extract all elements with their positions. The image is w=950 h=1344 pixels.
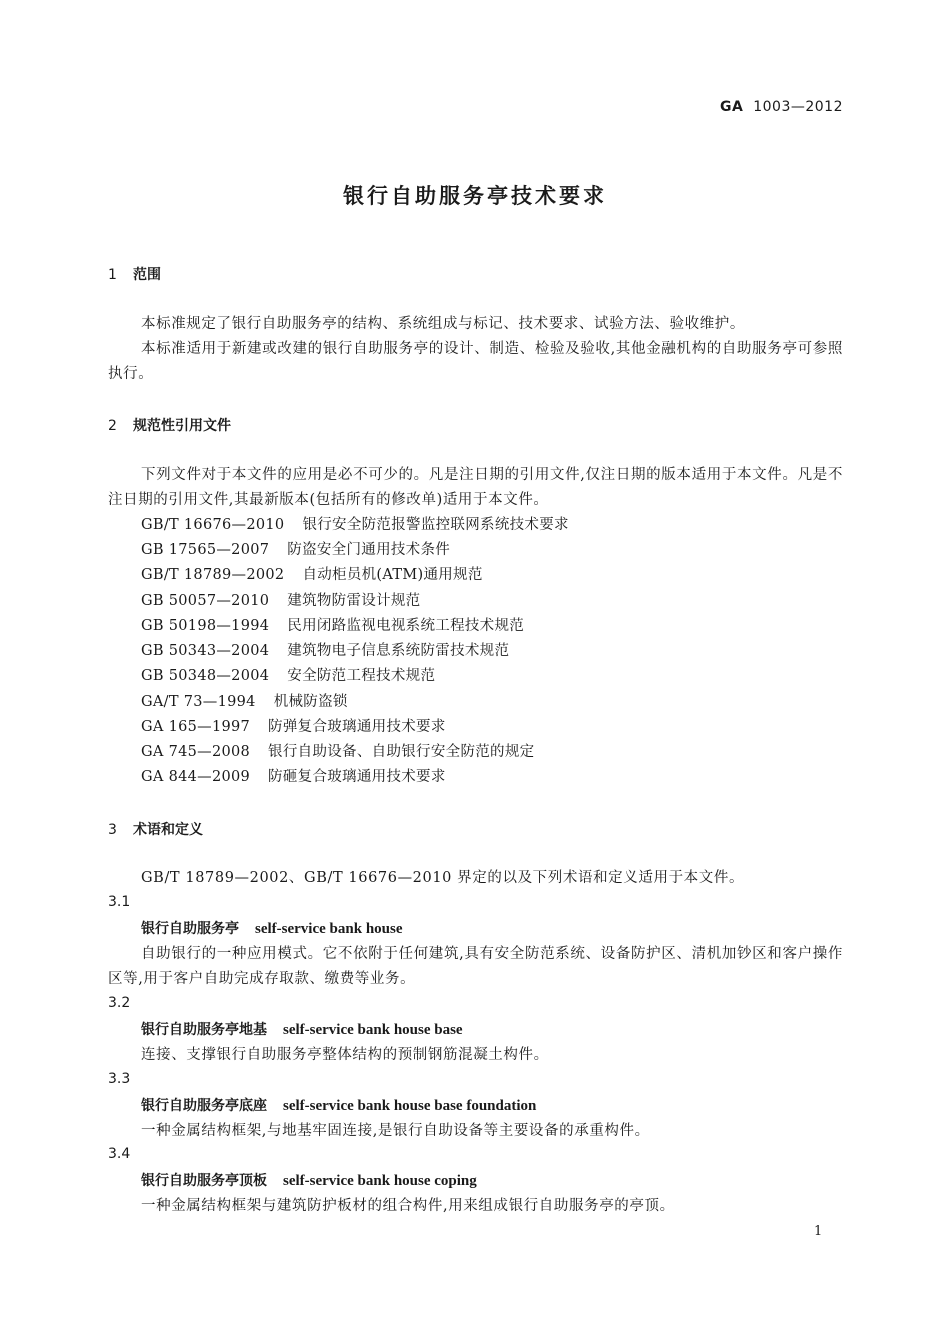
term-heading <box>141 1095 536 1115</box>
reference-name: 机械防盗锁 <box>273 694 348 710</box>
standard-code-prefix: GA <box>720 99 744 115</box>
reference-name: 建筑物防雷设计规范 <box>287 593 421 609</box>
reference-item <box>141 563 483 584</box>
term-definition: 一种金属结构框架与建筑防护板材的组合构件,用来组成银行自助服务亭的亭顶。 <box>141 1198 675 1214</box>
reference-name: 防弹复合玻璃通用技术要求 <box>268 719 446 735</box>
term-number: 3.1 <box>108 894 131 910</box>
reference-name: 防盗安全门通用技术条件 <box>287 542 451 558</box>
reference-code: GB 50198—1994 <box>141 618 270 634</box>
section-2-title: 规范性引用文件 <box>133 418 231 434</box>
term-number: 3.3 <box>108 1071 131 1087</box>
reference-item <box>141 513 569 534</box>
section-3-title: 术语和定义 <box>133 822 203 838</box>
reference-code: GB 50348—2004 <box>141 668 270 684</box>
reference-code: GA 745—2008 <box>141 744 251 760</box>
section-1-paragraph-1: 本标准规定了银行自助服务亭的结构、系统组成与标记、技术要求、试验方法、验收维护。 <box>141 316 745 332</box>
reference-name: 银行自助设备、自助银行安全防范的规定 <box>268 744 535 760</box>
term-definition: 自助银行的一种应用模式。它不依附于任何建筑,具有安全防范系统、设备防护区、清机加钞区和客户操作区等,用于客户自助完成存取款、缴费等业务。 <box>108 946 843 987</box>
section-3-number: 3 <box>108 822 117 838</box>
section-3-heading <box>108 819 203 839</box>
reference-name: 银行安全防范报警监控联网系统技术要求 <box>302 517 569 533</box>
term-heading <box>141 918 403 938</box>
reference-item <box>141 589 420 610</box>
section-1-paragraph-2: 本标准适用于新建或改建的银行自助服务亭的设计、制造、检验及验收,其他金融机构的自助服务亭可参照执行。 <box>108 341 843 382</box>
reference-name: 建筑物电子信息系统防雷技术规范 <box>287 643 510 659</box>
document-title: 银行自助服务亭技术要求 <box>343 184 607 208</box>
standard-code-number: 1003—2012 <box>753 99 843 115</box>
term-heading <box>141 1170 477 1190</box>
reference-code: GB 50057—2010 <box>141 593 270 609</box>
term-english: self-service bank house <box>255 921 403 937</box>
term-number: 3.4 <box>108 1146 131 1162</box>
section-1-number: 1 <box>108 267 117 283</box>
term-english: self-service bank house coping <box>283 1173 477 1189</box>
reference-item <box>141 715 446 736</box>
section-1-heading <box>108 264 161 284</box>
reference-code: GB 50343—2004 <box>141 643 270 659</box>
section-2-intro: 下列文件对于本文件的应用是必不可少的。凡是注日期的引用文件,仅注日期的版本适用于本文件。凡是不注日期的引用文件,其最新版本(包括所有的修改单)适用于本文件。 <box>108 467 843 508</box>
section-2-number: 2 <box>108 418 117 434</box>
term-chinese: 银行自助服务亭 <box>141 921 239 937</box>
section-3-intro: GB/T 18789—2002、GB/T 16676—2010 界定的以及下列术语和定义适用于本文件。 <box>141 870 745 886</box>
term-english: self-service bank house base foundation <box>283 1098 537 1114</box>
reference-code: GB/T 18789—2002 <box>141 567 285 583</box>
reference-name: 民用闭路监视电视系统工程技术规范 <box>287 618 525 634</box>
reference-code: GB 17565—2007 <box>141 542 270 558</box>
term-chinese: 银行自助服务亭地基 <box>141 1022 267 1038</box>
term-heading <box>141 1019 463 1039</box>
reference-code: GA 165—1997 <box>141 719 251 735</box>
reference-code: GB/T 16676—2010 <box>141 517 285 533</box>
section-2-heading <box>108 415 231 435</box>
reference-item <box>141 740 534 761</box>
reference-name: 自动柜员机(ATM)通用规范 <box>302 567 483 583</box>
reference-code: GA 844—2009 <box>141 769 251 785</box>
page-number: 1 <box>814 1224 823 1239</box>
term-chinese: 银行自助服务亭顶板 <box>141 1173 267 1189</box>
reference-item <box>141 538 450 559</box>
reference-item <box>141 664 435 685</box>
reference-name: 安全防范工程技术规范 <box>287 668 436 684</box>
reference-item <box>141 690 348 711</box>
reference-name: 防砸复合玻璃通用技术要求 <box>268 769 446 785</box>
reference-item <box>141 614 524 635</box>
term-chinese: 银行自助服务亭底座 <box>141 1098 267 1114</box>
term-number: 3.2 <box>108 995 131 1011</box>
reference-item <box>141 639 509 660</box>
term-definition: 一种金属结构框架,与地基牢固连接,是银行自助设备等主要设备的承重构件。 <box>141 1123 650 1139</box>
standard-code <box>720 99 843 115</box>
reference-item <box>141 765 446 786</box>
term-english: self-service bank house base <box>283 1022 463 1038</box>
reference-code: GA/T 73—1994 <box>141 694 256 710</box>
term-definition: 连接、支撑银行自助服务亭整体结构的预制钢筋混凝土构件。 <box>141 1047 549 1063</box>
section-1-title: 范围 <box>133 267 161 283</box>
